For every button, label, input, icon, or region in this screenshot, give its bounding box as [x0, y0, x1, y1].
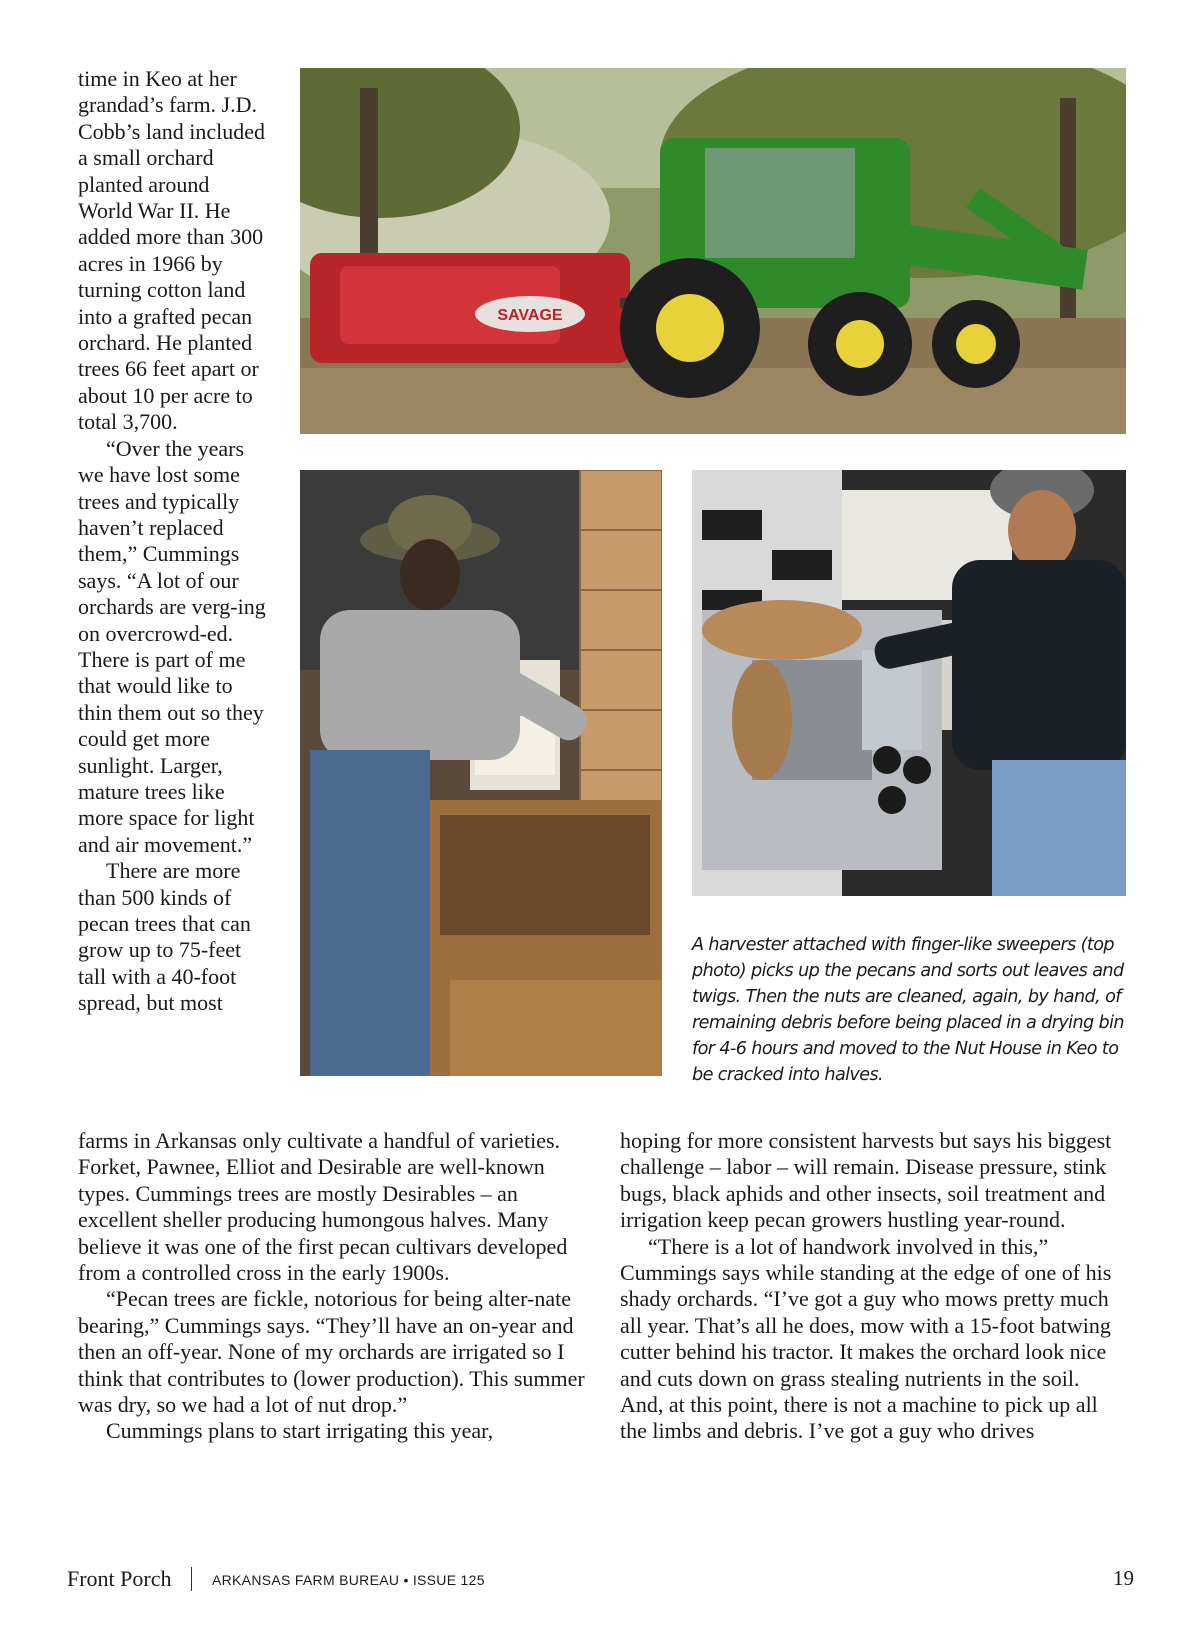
footer-publication: ARKANSAS FARM BUREAU • ISSUE 125: [212, 1572, 485, 1588]
footer-divider: [191, 1567, 192, 1591]
sorting-pecans-image: [300, 470, 662, 1076]
paragraph: hoping for more consistent harvests but says his biggest challenge – labor – will remain. Disease pressure, stink bugs, black aphids and other insects, soil treatment and irrigation keep pecan growers hustling year-round.: [620, 1128, 1112, 1233]
harvester-brand: SAVAGE: [497, 307, 563, 324]
tractor-harvester-image: [300, 68, 1126, 434]
page-footer: [0, 1566, 1200, 1596]
paragraph: “There is a lot of handwork involved in this,” Cummings says while standing at the edge of one of his shady orchards. “I’ve got a guy who mows pretty much all year. That’s all he does, mow with a 15-foot batwing cutter behind his tractor. It makes the orchard look nice and cuts down on grass stealing nutrients in the soil. And, at this point, there is not a machine to pick up all the limbs and debris. I’ve got a guy who drives: [620, 1233, 1112, 1444]
paragraph: time in Keo at her grandad’s farm. J.D. Cobb’s land included a small orchard planted around World War II. He added more than 300 acres in 1966 by turning cotton land into a grafted pecan orchard. He planted trees 66 feet apart or about 10 per acre to total 3,700.: [78, 66, 265, 435]
footer-brand: Front Porch: [67, 1566, 172, 1591]
page-number: 19: [1113, 1566, 1134, 1590]
article-narrow-column: [78, 66, 268, 1017]
article-bottom-left-column: [78, 1128, 588, 1445]
cleaning-machine-image: [692, 470, 1126, 896]
paragraph: “Over the years we have lost some trees and typically haven’t replaced them,” Cummings says. “A lot of our orchards are verg-ing on overcrowd-ed. There is part of me that would like to thin them out so they could get more sunlight. Larger, mature trees like more space for light and air movement.”: [78, 435, 266, 857]
paragraph: There are more than 500 kinds of pecan trees that can grow up to 75-feet tall with a 40-foot spread, but most: [78, 858, 251, 1016]
article-bottom-right-column: [620, 1128, 1125, 1445]
paragraph: “Pecan trees are fickle, notorious for being alter-nate bearing,” Cummings says. “They’ll have an on-year and then an off-year. None of my orchards are irrigated so I think that contributes to (lower production). This summer was dry, so we had a lot of nut drop.”: [78, 1286, 585, 1418]
photo-caption: A harvester attached with finger-like sweepers (top photo) picks up the pecans and sorts out leaves and twigs. Then the nuts are cleaned, again, by hand, of remaining debris before being placed in a drying bin for 4-6 hours and moved to the Nut House in Keo to be cracked into halves.: [692, 935, 1124, 1085]
photo-man-cleaning-machine: [692, 470, 1126, 896]
photo-tractor-harvester: [300, 68, 1126, 434]
photo-man-sorting-pecans: [300, 470, 662, 1076]
paragraph: Cummings plans to start irrigating this year,: [106, 1418, 494, 1444]
paragraph: farms in Arkansas only cultivate a handful of varieties. Forket, Pawnee, Elliot and Desirable are well-known types. Cummings trees are mostly Desirables – an excellent sheller producing humongous halves. Many believe it was one of the first pecan cultivars developed from a controlled cross in the early 1900s.: [78, 1128, 568, 1286]
